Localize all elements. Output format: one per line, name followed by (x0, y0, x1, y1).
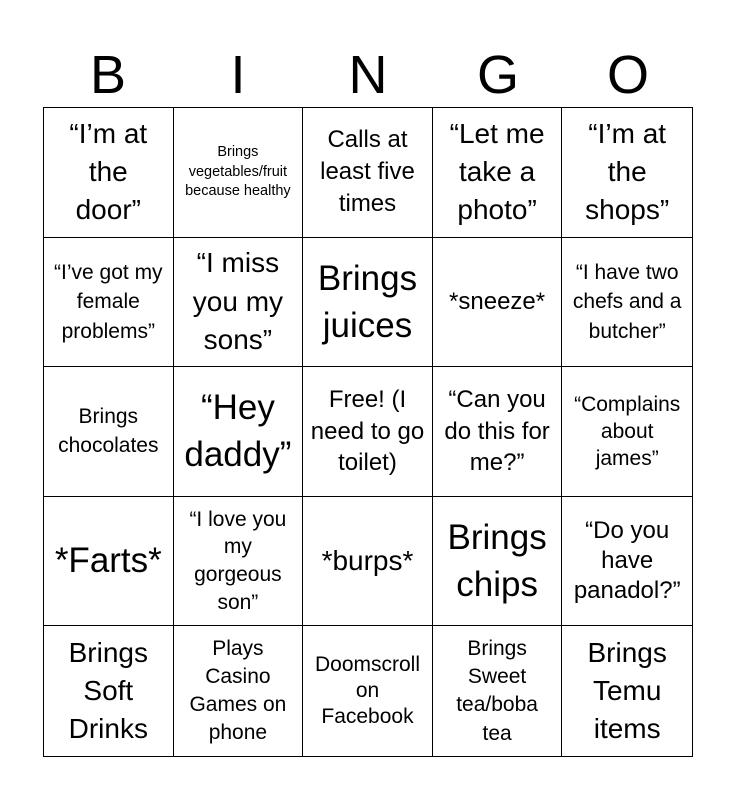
cell-text: “I’m at the door” (69, 117, 148, 226)
cell-text: Brings Soft Drinks (68, 636, 148, 745)
cell-text: “I miss you my sons” (192, 247, 284, 356)
bingo-cell[interactable] (433, 497, 563, 627)
bingo-cell[interactable] (303, 626, 433, 756)
header-letter-i: I (230, 45, 246, 105)
cell-text: “I have two chefs and a butcher” (572, 260, 682, 343)
cell-text: Brings Temu items (587, 636, 667, 745)
cell-text: Free! (I need to go toilet) (310, 385, 425, 477)
bingo-cell[interactable] (562, 238, 692, 368)
cell-text: “I love you my gorgeous son” (189, 507, 287, 614)
bingo-cell[interactable] (174, 238, 304, 368)
bingo-cell[interactable] (44, 108, 174, 238)
bingo-cell[interactable] (562, 497, 692, 627)
header-letter-b: B (89, 45, 127, 105)
bingo-cell[interactable] (174, 108, 304, 238)
cell-text: Doomscroll on Facebook (314, 652, 420, 729)
bingo-cell[interactable] (44, 367, 174, 497)
bingo-cell[interactable] (44, 626, 174, 756)
cell-text: Calls at least five times (320, 126, 415, 218)
bingo-cell[interactable] (303, 497, 433, 627)
bingo-cell[interactable] (303, 238, 433, 368)
bingo-cell[interactable] (433, 108, 563, 238)
cell-text: Brings Sweet tea/boba tea (456, 636, 538, 745)
cell-text: Brings vegetables/fruit because healthy (185, 144, 291, 199)
bingo-cell[interactable] (303, 108, 433, 238)
cell-text: Plays Casino Games on phone (189, 636, 287, 745)
cell-text: “Let me take a photo” (449, 117, 545, 226)
cell-text: Brings juices (317, 258, 418, 345)
bingo-board (43, 107, 693, 757)
bingo-cell[interactable] (562, 626, 692, 756)
cell-text: *sneeze* (449, 287, 546, 315)
cell-text: Brings chocolates (58, 405, 159, 458)
bingo-cell[interactable] (174, 367, 304, 497)
bingo-cell[interactable] (44, 238, 174, 368)
bingo-cell[interactable] (433, 367, 563, 497)
header-letter-n: N (348, 45, 388, 105)
bingo-cell[interactable] (562, 108, 692, 238)
bingo-cell[interactable] (174, 497, 304, 627)
bingo-header (43, 44, 693, 106)
header-letter-g: G (476, 45, 519, 105)
cell-text: “I’ve got my female problems” (54, 260, 163, 343)
cell-text: *burps* (321, 544, 414, 576)
cell-text: “Complains about james” (574, 392, 681, 471)
cell-text: “Can you do this for me?” (444, 385, 550, 477)
cell-text: “Hey daddy” (184, 388, 292, 475)
cell-text: Brings chips (447, 517, 547, 605)
bingo-cell[interactable] (562, 367, 692, 497)
bingo-cell[interactable] (174, 626, 304, 756)
bingo-cell[interactable] (303, 367, 433, 497)
bingo-cell[interactable] (44, 497, 174, 627)
header-letter-o: O (606, 45, 649, 105)
cell-text: “I’m at the shops” (585, 117, 670, 226)
bingo-cell[interactable] (433, 238, 563, 368)
cell-text: *Farts* (54, 541, 162, 581)
bingo-cell[interactable] (433, 626, 563, 756)
cell-text: “Do you have panadol?” (573, 517, 681, 605)
